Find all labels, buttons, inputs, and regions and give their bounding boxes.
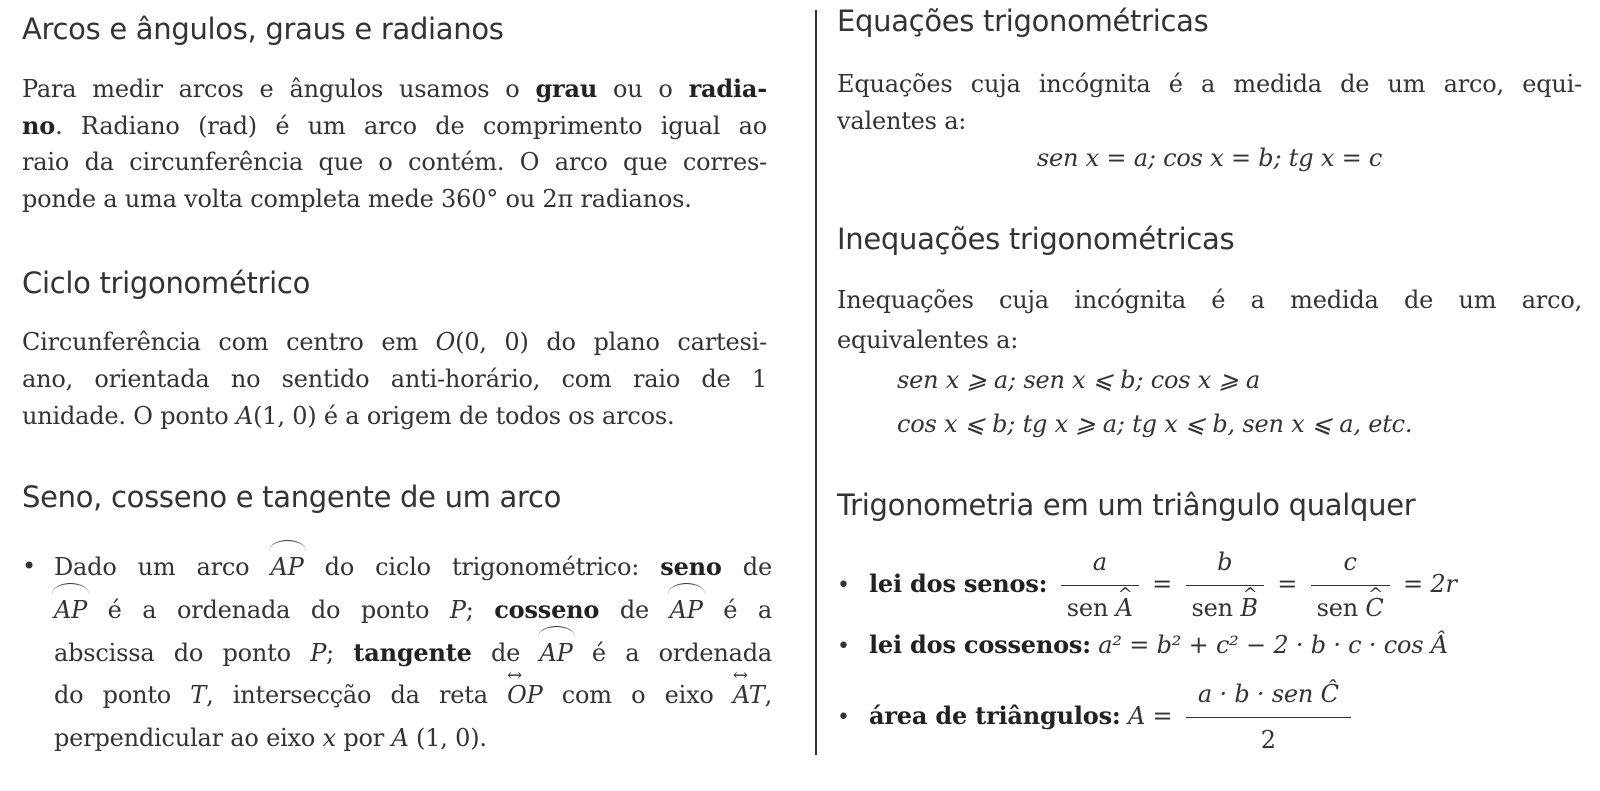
text-line: valentes a:	[837, 107, 967, 135]
area-triangulos	[837, 676, 1587, 759]
area-lhs: A =	[1128, 702, 1173, 730]
text: abscissa do ponto	[54, 639, 311, 667]
point-p: P	[310, 639, 327, 667]
term-grau: grau	[535, 74, 598, 103]
fraction-c	[1311, 544, 1390, 627]
text: sen	[1191, 594, 1233, 622]
paragraph-ciclo	[22, 324, 767, 435]
text: do ponto	[54, 681, 191, 709]
text: (1, 0).	[408, 724, 487, 752]
bullet-icon: •	[22, 552, 36, 580]
equals-2r: = 2r	[1403, 570, 1457, 598]
fraction-b	[1186, 544, 1264, 627]
text: Dado um arco	[54, 553, 271, 581]
text: ,	[764, 681, 772, 709]
label-lei-senos: lei dos senos:	[869, 569, 1048, 598]
var-x: x	[322, 724, 336, 752]
text: Circunferência com centro em	[22, 328, 436, 356]
text: Para medir arcos e ângulos usamos o	[22, 75, 536, 103]
section-title-arcos: Arcos e ângulos, graus e radianos	[22, 12, 504, 46]
point-a: A	[391, 724, 409, 752]
arc-ap: AP	[670, 589, 703, 632]
text: por	[335, 724, 392, 752]
term-tangente: tangente	[353, 638, 472, 667]
fraction-area	[1186, 676, 1351, 759]
area-denominator: 2	[1260, 726, 1276, 754]
label-lei-cossenos: lei dos cossenos:	[869, 630, 1091, 659]
point-a: A	[235, 402, 254, 430]
text: sen	[1066, 594, 1109, 622]
text-line: raio da circunferência que o contém. O arco que corres-	[22, 148, 767, 176]
text: ou o	[597, 75, 689, 103]
text: (1, 0) é a origem de todos os arcos.	[253, 402, 675, 430]
text-line: Equações cuja incógnita é a medida de um arco, equi-	[837, 70, 1582, 98]
var-a: a	[1092, 548, 1107, 576]
text: perpendicular ao eixo	[54, 724, 323, 752]
text: é a ordenada do ponto	[87, 596, 450, 624]
text-line: ano, orientada no sentido anti-horário, com raio de 1	[22, 365, 767, 393]
term-cosseno: cosseno	[494, 595, 600, 624]
paragraph-inequacoes	[837, 280, 1582, 448]
bullet-icon: •	[837, 705, 850, 730]
text: do ciclo trigonométrico:	[303, 553, 661, 581]
text: ;	[465, 596, 495, 624]
lei-dos-cossenos	[837, 626, 1587, 665]
angle-b: ^ B	[1240, 590, 1257, 627]
text: com o eixo	[542, 681, 733, 709]
var-b: b	[1217, 548, 1233, 576]
text: de	[721, 553, 772, 581]
inequation-1: sen x ⩾ a; sen x ⩽ b; cos x ⩾ a	[897, 366, 1260, 394]
point-t: T	[190, 681, 207, 709]
section-title-seno: Seno, cosseno e tangente de um arco	[22, 480, 562, 514]
label-area: área de triângulos:	[869, 701, 1121, 730]
arc-ap: AP	[271, 546, 304, 589]
line-op: ↔ OP	[507, 674, 542, 717]
text-line: equivalentes a:	[837, 326, 1019, 354]
arc-ap: AP	[540, 632, 573, 675]
section-title-triangulo: Trigonometria em um triângulo qualquer	[837, 488, 1416, 522]
text: sen	[1316, 594, 1358, 622]
bullet-icon: •	[837, 634, 850, 659]
equation-cossenos: a² = b² + c² − 2 · b · c · cos Â	[1098, 631, 1448, 659]
paragraph-arcos	[22, 70, 767, 218]
text: , intersecção da reta	[206, 681, 508, 709]
text: de	[471, 639, 540, 667]
text-line: ponde a uma volta completa mede 360° ou 2π radianos.	[22, 185, 692, 213]
text-line: Inequações cuja incógnita é a medida de um arco,	[837, 286, 1582, 314]
term-seno: seno	[660, 552, 722, 581]
section-title-equacoes: Equações trigonométricas	[837, 4, 1209, 38]
column-divider	[815, 10, 817, 755]
text: é a ordenada	[572, 639, 773, 667]
arc-ap: AP	[54, 589, 87, 632]
text: de	[599, 596, 670, 624]
section-title-inequacoes: Inequações trigonométricas	[837, 222, 1235, 256]
equals: =	[1277, 570, 1298, 598]
angle-a: ^ A	[1116, 590, 1133, 627]
term-radiano-end: no	[22, 111, 56, 140]
paragraph-equacoes	[837, 66, 1582, 177]
inequation-2: cos x ⩽ b; tg x ⩾ a; tg x ⩽ b, sen x ⩽ a, etc.	[897, 410, 1413, 438]
text: é a	[702, 596, 772, 624]
equation-equacoes: sen x = a; cos x = b; tg x = c	[1036, 144, 1383, 172]
text: unidade. O ponto	[22, 402, 236, 430]
point-o: O	[435, 328, 456, 356]
text: (0, 0) do plano cartesi-	[455, 328, 767, 356]
text: . Radiano (rad) é um arco de comprimento igual ao	[55, 112, 767, 140]
bullet-icon: •	[837, 573, 850, 598]
angle-c: ^ C	[1365, 590, 1383, 627]
lei-dos-senos	[837, 544, 1587, 627]
area-numerator: a · b · sen Ĉ	[1186, 676, 1351, 718]
line-at: ↔ AT	[733, 674, 765, 717]
point-p: P	[449, 596, 466, 624]
fraction-a	[1061, 544, 1139, 627]
var-c: c	[1343, 548, 1357, 576]
section-title-ciclo: Ciclo trigonométrico	[22, 266, 311, 300]
text: ;	[326, 639, 354, 667]
term-radiano: radia-	[688, 74, 767, 103]
equals: =	[1152, 570, 1173, 598]
